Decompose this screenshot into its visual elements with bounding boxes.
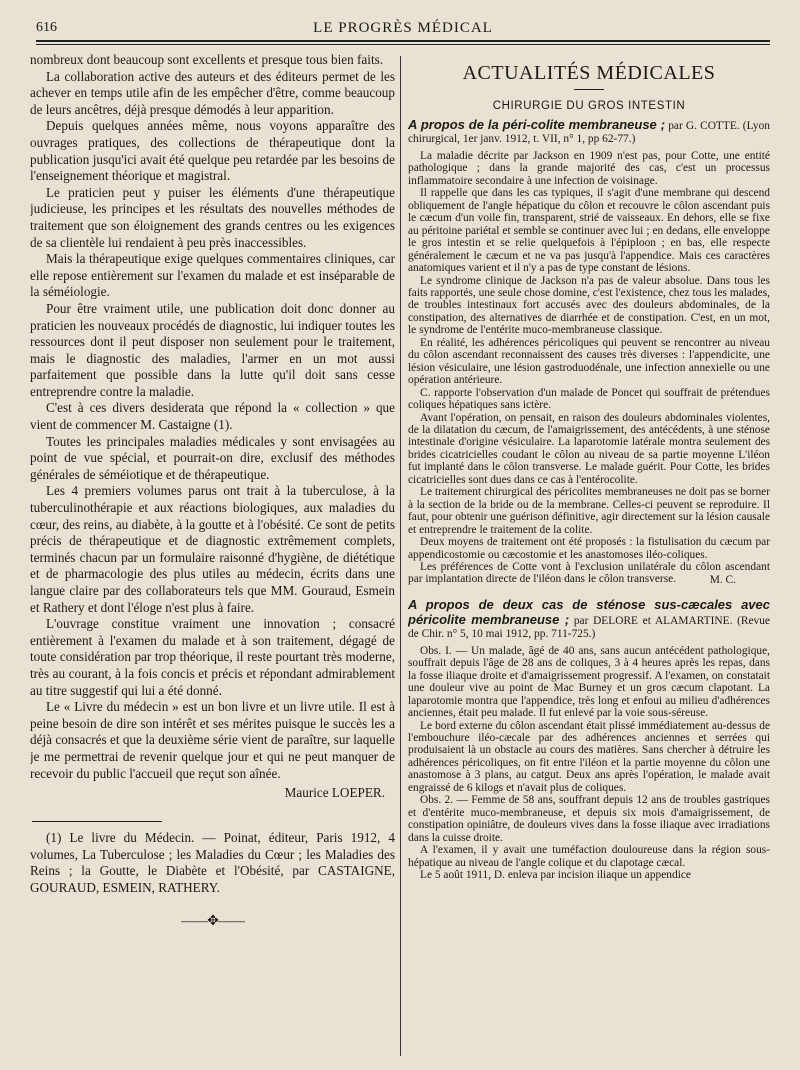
- article-title: A propos de deux cas de sténose sus-cæcales avec péricolite membraneuse ;: [408, 596, 770, 627]
- paragraph: Mais la thérapeutique exige quelques commentaires cliniques, car elle repose entièrement sur l'examen du malade et est inséparable de la séméiologie.: [30, 251, 395, 300]
- paragraph: Les 4 premiers volumes parus ont trait à la tuberculose, à la tuberculinothérapie et aux réactions biologiques, aux maladies du cœur, des reins, au diabète, à la goutte et à l'obésité. Ce sont de petits précis de thérapeutique et de diagnostic extrêmement complets, terminés chacun par un formulaire raisonné d'hygiène, de diététique et de pharmacologie des plus utiles au médecin, écrits dans une langue claire par des collaborateurs tels que MM. Gouraud, Esmein et Rathery et dont l'éloge n'est plus à faire.: [30, 483, 395, 615]
- header-rule: [36, 40, 770, 42]
- paragraph: Toutes les principales maladies médicales y sont envisagées au point de vue spécial, et pourrait-on dire, exclusif des méthodes générales de séméiotique et de thérapeutique.: [30, 433, 395, 482]
- header-rule-thin: [36, 44, 770, 45]
- article-initials: M. C.: [709, 573, 736, 586]
- paragraph: Le praticien peut y puiser les éléments d'une thérapeutique judicieuse, les principes et les résultats des nouvelles méthodes de traitement que son éloignement des grands centres ou les exigences de sa clientèle lui rendaient à peu près inaccessibles.: [30, 184, 395, 250]
- paragraph: En réalité, les adhérences péricoliques qui peuvent se rencontrer au niveau du côlon ascendant reconnaissent des causes très diverses : l'appendicite, une lésion vésiculaire, une lésion gastroduodénale, une infection annexielle ou une opération antérieure.: [408, 336, 770, 387]
- paragraph: Obs. I. — Un malade, âgé de 40 ans, sans aucun antécédent pathologique, souffrait depuis l'âge de 28 ans de coliques, 3 à 4 heures après les repas, dans la fosse iliaque droite et d'amaigrissement progressif. A l'examen, on constatait une douleur vive au point de Mac Burney et un gros cæcum clapotant. La laparotomie montra que l'appendice, très long et enfoui au milieu d'adhérences anciennes, était peu malade. Il fut enlevé par la voie sous-séreuse.: [408, 644, 770, 720]
- paragraph: C'est à ces divers desiderata que répond la « collection » que vient de commencer M. Castaigne (1).: [30, 400, 395, 433]
- page-number: 616: [36, 20, 57, 35]
- column-divider: [400, 56, 401, 1056]
- fleuron-ornament: ——✥——: [181, 913, 244, 929]
- paragraph: Avant l'opération, on pensait, en raison des douleurs abdominales violentes, de la dilatation du cæcum, de l'amaigrissement, des antécédents, à une sténose intestinale d'origine vésiculaire. La laparotomie latérale montra seulement des brides cicatricielles coudant le côlon au niveau de sa partie moyenne L'iléon fut implanté dans le côlon transverse. Le malade guérit. Pour Cotte, les brides cicatricielles sont dues dans ce cas à l'entérocolite.: [408, 411, 770, 486]
- left-column: [30, 52, 395, 1062]
- paragraph: Le syndrome clinique de Jackson n'a pas de valeur absolue. Dans tous les faits rapportés, une seule chose domine, c'est l'existence, chez tous les malades, de troubles intestinaux fort accusés avec des douleurs abdominales, de la constipation, des alternatives de diarrhée et de constipation. C'est, en un mot, le syndrome de l'entérite muco-membraneuse classique.: [408, 274, 770, 337]
- section-title: ACTUALITÉS MÉDICALES: [462, 62, 716, 84]
- paragraph: nombreux dont beaucoup sont excellents et presque tous bien faits.: [30, 52, 384, 67]
- page-header: [36, 20, 770, 42]
- paragraph: Les préférences de Cotte vont à l'exclusion unilatérale du côlon ascendant par implantation directe de l'iléon dans le côlon transverse.: [408, 560, 770, 586]
- paragraph: Le bord externe du côlon ascendant était plissé immédiatement au-dessus de l'embouchure iléo-cæcale par des adhérences anciennes et serrées qui produisaient là un obstacle au cours des matières. Sans chercher à détruire les adhérences péricoliques, on fit entre l'iléon et la partie moyenne du côlon une anastomose à 3 plans, au catgut. Deux ans après l'opération, le malade avait engraissé de 6 kilogs et n'avait plus de coliques.: [408, 719, 770, 794]
- article-heading: [408, 598, 770, 641]
- right-column: [408, 56, 770, 1066]
- paragraph: Deux moyens de traitement ont été proposés : la fistulisation du cæcum par appendicostomie ou cæcostomie et les anastomoses iléo-coliques.: [408, 536, 770, 561]
- spacer: [408, 586, 770, 594]
- article-citation: par G. COTTE. (Lyon chirurgical, 1er janv. 1912, t. VII, n° 1, pp 62-77.): [408, 120, 770, 145]
- section-underline: [574, 89, 604, 90]
- paragraph: La collaboration active des auteurs et des éditeurs permet de les achever en temps utile afin de les empêcher d'être, comme beaucoup de leurs ancêtres, déjà presque démodés à leur apparition.: [30, 68, 395, 117]
- footnote: (1) Le livre du Médecin. — Poinat, éditeur, Paris 1912, 4 volumes, La Tuberculose ; les Maladies du Cœur ; les Maladies des Reins ; la Goutte, le Diabète et l'Obésité, par CASTAIGNE, GOURAUD, ESMEIN, RATHERY.: [30, 830, 395, 895]
- paragraph: A l'examen, il y avait une tuméfaction douloureuse dans la région sous-hépatique au niveau de l'angle colique et du clapotage cæcal.: [408, 844, 770, 869]
- paragraph: Obs. 2. — Femme de 58 ans, souffrant depuis 12 ans de troubles gastriques et d'entérite muco-membraneuse, et depuis six mois d'amaigrissement, de constipation opiniâtre, de douleurs vives dans la fosse iliaque avec irradiations dans la cuisse droite.: [408, 794, 770, 844]
- paragraph: L'ouvrage constitue vraiment une innovation ; consacré entièrement à l'examen du malade et à son traitement, dégagé de toute considération par trop théorique, il reste pourtant très moderne, très au courant, à la fois concis et précis et répondant admirablement au titre suggestif qui lui a été donné.: [30, 616, 395, 698]
- paragraph: Pour être vraiment utile, une publication doit donc donner au praticien les nouveaux procédés de diagnostic, lui indiquer toutes les ressources dont il peut disposer non seulement pour le traitement, mais le diagnostic des maladies, l'armer en un mot aussi parfaitement que possible dans la lutte qu'il doit sans cesse entreprendre contre la maladie.: [30, 300, 395, 399]
- paragraph: Depuis quelques années même, nous voyons apparaître des ouvrages pratiques, des collections de thérapeutique dont la publication jusqu'ici avait été quelque peu retardée par les besoins de l'enseignement théorique et magistral.: [30, 118, 395, 184]
- paragraph: Il rappelle que dans les cas typiques, il s'agit d'une membrane qui descend obliquement de l'angle hépatique du côlon et recouvre le côlon ascendant puis le cæcum d'un voile fin, transparent, strié de vaisseaux. En dehors, elle se fixe au péritoine pariétal et semble se continuer avec lui ; en dedans, elle enveloppe le gros intestin et se relie quelquefois à l'épiploon ; en bas, elle respecte généralement le cæcum et ne va pas jusqu'à l'appendice. Mais ces caractères anatomiques varient et il n'y a pas de type constant de lésions.: [408, 187, 770, 275]
- author-signature: Maurice LOEPER.: [284, 785, 385, 801]
- paragraph: Le 5 août 1911, D. enleva par incision iliaque un appendice: [420, 869, 691, 882]
- paragraph: C. rapporte l'observation d'un malade de Poncet qui souffrait de prétendues coliques hépatiques sans ictère.: [408, 386, 770, 412]
- subsection-title: CHIRURGIE DU GROS INTESTIN: [492, 100, 686, 112]
- article-heading: [408, 118, 770, 146]
- footnote-rule: [32, 821, 162, 822]
- paragraph: Le « Livre du médecin » est un bon livre et un livre utile. Il est à peine besoin de dire son intérêt et ses mérites puisque le succès les a déjà consacrés et que la deuxième série vient de paraître, sur laquelle je me permettrai de revenir quelque jour et qui ne peut manquer de recevoir du public l'accueil que reçut son aînée.: [30, 699, 395, 781]
- paragraph: Le traitement chirurgical des péricolites membraneuses ne doit pas se borner à la section de la bride ou de la membrane. Celles-ci peuvent se reproduire. Il faut, pour obtenir une guérison définitive, agir directement sur la lésion causale et entreprendre le traitement de la colite.: [408, 486, 770, 536]
- article-citation: par DELORE et ALAMARTINE. (Revue de Chir. n° 5, 10 mai 1912, pp. 711-725.): [408, 614, 770, 640]
- article-title: A propos de la péri-colite membraneuse ;: [408, 117, 666, 132]
- journal-title: LE PROGRÈS MÉDICAL: [313, 20, 493, 36]
- paragraph: La maladie décrite par Jackson en 1909 n'est pas, pour Cotte, une entité pathologique ; dans la grande majorité des cas, c'est un processus inflammatoire secondaire à une infection de voisinage.: [408, 150, 770, 187]
